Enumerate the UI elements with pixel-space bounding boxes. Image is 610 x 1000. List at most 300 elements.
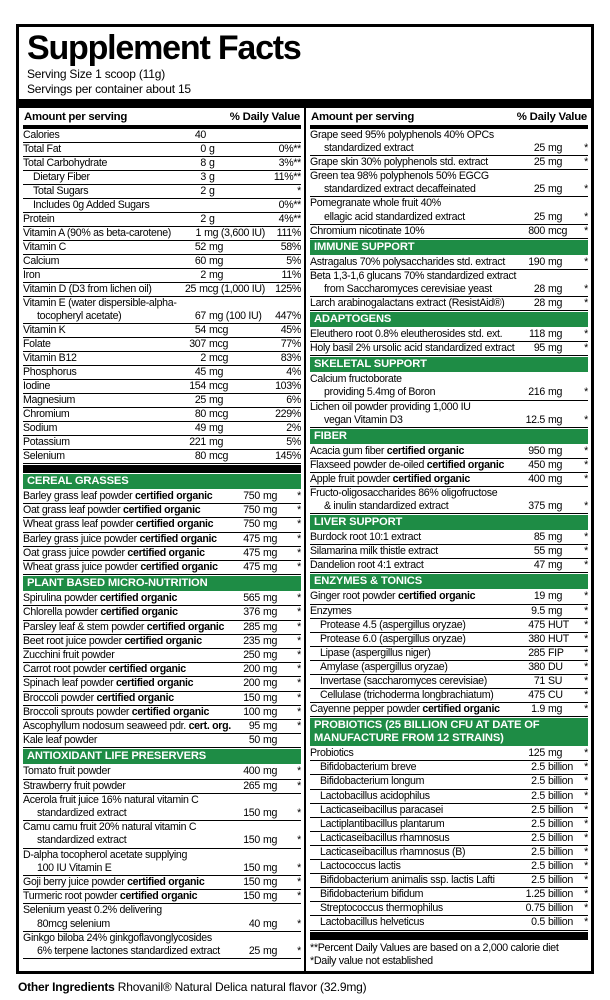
other-ingredients-label: Other Ingredients [18, 980, 115, 994]
ingredient-name-bold: certified organic [124, 634, 202, 647]
footnote-daily-values: **Percent Daily Values are based on a 2,000 calorie diet [310, 941, 559, 954]
ingredient-name-bold: certified organic [119, 890, 198, 903]
table-row [310, 270, 588, 297]
ingredient-name-bold: certified organic [139, 532, 217, 545]
amount-unit: mg [263, 518, 278, 531]
row-line [23, 904, 301, 917]
ingredient-name: Tomato fruit powder [23, 765, 111, 778]
daily-value-cell: * [584, 342, 588, 355]
daily-value-cell: * [584, 156, 588, 169]
table-row [23, 422, 301, 436]
ingredient-name-bold: certified organic [100, 606, 178, 619]
table-row [310, 916, 588, 930]
row-line [310, 916, 588, 929]
row-line [23, 849, 301, 862]
ingredient-name: Folate [23, 338, 51, 350]
table-row [23, 904, 301, 931]
amount-cell [517, 832, 574, 845]
table-row [23, 171, 301, 185]
ingredient-name: Lacticaseibacillus rhamnosus (B) [320, 845, 466, 858]
row-line [310, 414, 588, 427]
amount-unit: billion [548, 775, 573, 788]
table-row [23, 490, 301, 504]
row-line [310, 197, 588, 210]
amount-unit: g [209, 157, 215, 169]
ingredient-name: Cellulase (trichoderma longbrachiatum) [320, 689, 494, 702]
row-line [310, 647, 588, 660]
amount-cell [517, 142, 574, 155]
amount-unit: mg [548, 590, 563, 603]
amount-unit: mg [548, 183, 563, 196]
table-row [23, 338, 301, 352]
ingredient-name: Probiotics [310, 747, 354, 760]
amount-cell [232, 649, 287, 662]
table-row [23, 720, 301, 734]
table-row [310, 373, 588, 400]
row-line [310, 559, 588, 572]
daily-value-cell: * [584, 888, 588, 901]
amount-number: 54 [194, 324, 206, 336]
section-header: LIVER SUPPORT [310, 515, 588, 530]
amount-cell [517, 459, 574, 472]
row-line [23, 380, 301, 393]
ingredient-name: Vitamin D (D3 from lichen oil) [23, 283, 152, 295]
amount-unit: billion [548, 803, 573, 816]
daily-value-cell: 83% [280, 352, 301, 364]
amount-per-serving-label: Amount per serving [311, 111, 415, 123]
ingredient-name: Amylase (aspergillus oryzae) [320, 660, 448, 673]
amount-unit: mg [548, 747, 563, 760]
ingredient-name: Goji berry juice powder certified organic [23, 876, 205, 889]
table-row [310, 459, 588, 473]
amount-cell [517, 675, 574, 688]
ingredient-name: Barley grass juice powder certified organic [23, 532, 217, 545]
table-row [310, 225, 588, 239]
amount-number: 40 [248, 917, 260, 930]
row-line [310, 832, 588, 845]
ingredient-name: Beet root juice powder certified organic [23, 634, 202, 647]
row-line [310, 283, 588, 296]
row-line [310, 270, 588, 283]
amount-unit: mg [263, 876, 278, 889]
amount-number: 475 [243, 532, 260, 545]
amount-unit: billion [548, 888, 573, 901]
ingredient-name: Selenium [23, 450, 65, 462]
amount-unit: mg [548, 282, 563, 295]
section-header: ANTIOXIDANT LIFE PRESERVERS [23, 749, 301, 764]
daily-value-cell: 11%** [273, 171, 301, 183]
table-row [23, 533, 301, 547]
amount-number: 25 [533, 210, 545, 223]
amount-unit: mg [548, 342, 563, 355]
amount-number: 150 [243, 890, 260, 903]
amount-cell [517, 761, 574, 774]
amount-unit: billion [548, 789, 573, 802]
ingredient-name-bold: certified organic [392, 472, 470, 485]
footnotes [310, 941, 588, 969]
supplement-facts-panel [16, 24, 594, 974]
table-row [23, 366, 301, 380]
row-line [23, 765, 301, 778]
amount-number: 2 [200, 185, 206, 197]
amount-unit: mg [548, 255, 563, 268]
daily-value-cell: * [297, 691, 301, 704]
amount-number: 475 [528, 618, 545, 631]
ingredient-name-bold: certified organic [426, 458, 505, 471]
daily-value-cell: * [297, 705, 301, 718]
ingredient-name: Lipase (aspergillus niger) [320, 646, 431, 659]
amount-unit: mg [263, 945, 278, 958]
table-row [23, 185, 301, 199]
amount-number: 40 [194, 129, 206, 141]
amount-number: 400 [243, 765, 260, 778]
ingredient-name-bold: certified organic [397, 590, 476, 603]
amount-cell [232, 663, 287, 676]
daily-value-cell: 447% [275, 310, 301, 322]
row-line [23, 635, 301, 648]
daily-value-cell: * [584, 902, 588, 915]
table-row [23, 283, 301, 297]
amount-cell [517, 414, 574, 427]
amount-unit: mcg [209, 324, 229, 336]
ingredient-name-bold: certified organic [127, 546, 205, 559]
amount-cell [517, 211, 574, 224]
table-row [310, 761, 588, 775]
amount-number: 45 [194, 366, 206, 378]
table-row [23, 606, 301, 620]
amount-number: 25 [533, 156, 545, 169]
row-line [23, 394, 301, 407]
daily-value-cell: 0%** [278, 143, 301, 155]
ingredient-name: Dandelion root 4:1 extract [310, 559, 424, 572]
ingredient-name-continued: ellagic acid standardized extract [324, 210, 465, 223]
row-line [310, 373, 588, 386]
daily-value-cell: * [584, 803, 588, 816]
row-line [310, 545, 588, 558]
table-row [310, 590, 588, 604]
amount-cell [178, 241, 265, 254]
ingredient-name: Potassium [23, 436, 70, 448]
row-line [23, 821, 301, 834]
amount-unit: mg [548, 328, 563, 341]
amount-unit: HUT [548, 618, 569, 631]
ingredient-name: Green tea 98% polyphenols 50% EGCG [310, 170, 489, 183]
row-line [23, 834, 301, 847]
amount-number: 2.5 [531, 831, 545, 844]
amount-cell [178, 422, 265, 435]
amount-unit: billion [548, 916, 573, 929]
amount-unit: FIP [548, 646, 564, 659]
table-row [310, 689, 588, 703]
amount-cell [178, 157, 265, 170]
row-line [23, 324, 301, 337]
ingredient-name-continued: tocopheryl acetate) [37, 310, 122, 322]
table-row [23, 143, 301, 157]
table-row [23, 504, 301, 518]
ingredient-name-continued: from Saccharomyces cerevisiae yeast [324, 282, 492, 295]
table-row [23, 227, 301, 241]
amount-cell [232, 621, 287, 634]
daily-value-cell: * [584, 775, 588, 788]
amount-unit: HUT [548, 632, 569, 645]
row-line [310, 487, 588, 500]
daily-value-cell: * [297, 779, 301, 792]
ingredient-name: Streptococcus thermophilus [320, 902, 443, 915]
table-row [23, 621, 301, 635]
ingredient-name: Turmeric root powder certified organic [23, 890, 198, 903]
divider-bar [23, 465, 301, 473]
table-row [310, 888, 588, 902]
row-line [23, 422, 301, 435]
row-line [23, 241, 301, 254]
row-line [23, 199, 301, 212]
amount-number: 2.5 [531, 789, 545, 802]
amount-unit: mcg [209, 338, 229, 350]
ingredient-name: Ascophyllum nodosum seaweed pdr. cert. org. [23, 720, 231, 733]
daily-value-cell: * [584, 386, 588, 399]
row-line [23, 706, 301, 719]
amount-number: 12.5 [525, 413, 545, 426]
amount-unit: billion [548, 831, 573, 844]
amount-number: 80 [194, 408, 206, 420]
row-line [23, 621, 301, 634]
amount-cell [232, 490, 287, 503]
amount-cell [517, 605, 574, 618]
daily-value-cell: * [584, 632, 588, 645]
amount-cell [517, 775, 574, 788]
daily-value-label: % Daily Value [516, 111, 587, 123]
amount-number: 95 [248, 720, 260, 733]
ingredient-name: Grape seed 95% polyphenols 40% OPCs [310, 129, 494, 141]
divider-bar [310, 932, 588, 940]
amount-number: 25 [194, 394, 206, 406]
table-row [23, 849, 301, 876]
amount-unit: SU [548, 675, 563, 687]
row-line [310, 703, 588, 716]
daily-value-cell: * [584, 817, 588, 830]
amount-unit: mg [263, 807, 278, 820]
ingredient-name-bold: certified organic [135, 490, 213, 502]
amount-unit: mg [263, 592, 278, 605]
ingredient-name-continued: 6% terpene lactones standardized extract [37, 945, 220, 958]
table-row [23, 794, 301, 821]
amount-cell [517, 328, 574, 341]
ingredient-name: Lactococcus lactis [320, 860, 401, 873]
row-line [310, 619, 588, 632]
ingredient-name: Beta 1,3-1,6 glucans 70% standardized extract [310, 269, 517, 282]
row-line [310, 170, 588, 183]
servings-per-container-line: Servings per container about 15 [27, 81, 191, 96]
amount-number: 750 [243, 518, 260, 531]
ingredient-name: Vitamin C [23, 241, 67, 253]
ingredient-name: Bifidobacterium animalis ssp. lactis Lafti [320, 874, 495, 887]
panel-header [19, 27, 591, 96]
amount-number: 25 [248, 945, 260, 958]
ingredient-name-bold: certified organic [422, 703, 500, 716]
row-line [23, 663, 301, 676]
amount-number: 376 [243, 606, 260, 619]
amount-cell [517, 531, 574, 544]
ingredient-name: Astragalus 70% polysaccharides std. extract [310, 255, 505, 268]
table-row [23, 297, 301, 324]
ingredient-name: Apple fruit powder certified organic [310, 472, 470, 485]
row-line [310, 142, 588, 155]
row-line [310, 386, 588, 399]
ingredient-name: Spirulina powder certified organic [23, 592, 178, 605]
ingredient-name-bold: certified organic [127, 876, 205, 889]
right-column [304, 108, 591, 971]
amount-cell [517, 747, 574, 760]
ingredient-name: Burdock root 10:1 extract [310, 531, 421, 544]
amount-cell [232, 780, 287, 793]
daily-value-cell: * [584, 604, 588, 617]
amount-number: 125 [528, 747, 545, 760]
table-row [310, 874, 588, 888]
ingredient-name: Lichen oil powder providing 1,000 IU [310, 400, 471, 413]
row-line [310, 605, 588, 618]
amount-number: 216 [528, 386, 545, 399]
amount-unit: mg [263, 490, 278, 502]
row-line [310, 328, 588, 341]
ingredient-name: Enzymes [310, 604, 352, 617]
daily-value-cell: * [584, 413, 588, 426]
amount-number: 2.5 [531, 761, 545, 774]
amount-unit: mg [548, 444, 563, 457]
daily-value-cell: * [297, 807, 301, 820]
table-row [310, 559, 588, 573]
amount-unit: mg [209, 366, 224, 378]
amount-number: 67 [194, 310, 206, 322]
amount-cell [517, 297, 574, 310]
table-row [23, 129, 301, 143]
ingredient-name: Flaxseed powder de-oiled certified organic [310, 458, 505, 471]
ingredient-name: Dietary Fiber [33, 171, 90, 183]
row-line [23, 129, 301, 142]
row-line [23, 692, 301, 705]
ingredient-name: Phosphorus [23, 366, 77, 378]
ingredient-name-continued: vegan Vitamin D3 [324, 413, 403, 426]
amount-cell [178, 436, 265, 449]
amount-cell [232, 518, 287, 531]
ingredient-name: Vitamin A (90% as beta-carotene) [23, 227, 172, 239]
daily-value-cell: 3%** [278, 157, 301, 169]
amount-number: 2.5 [531, 803, 545, 816]
amount-cell [517, 902, 574, 915]
amount-number: 154 [189, 380, 206, 392]
amount-cell [517, 256, 574, 269]
table-row [23, 876, 301, 890]
daily-value-cell: * [584, 142, 588, 155]
daily-value-cell: * [297, 634, 301, 647]
amount-number: 1.9 [531, 703, 545, 716]
ingredient-name: Silamarina milk thistle extract [310, 545, 438, 558]
amount-unit: mg [263, 691, 278, 704]
amount-unit: g [209, 143, 215, 155]
row-line [23, 185, 301, 198]
row-line [23, 269, 301, 282]
amount-unit: billion [548, 860, 573, 873]
amount-number: 100 [243, 705, 260, 718]
amount-number: 380 [528, 632, 545, 645]
ingredient-name: Selenium yeast 0.2% delivering [23, 904, 162, 917]
ingredient-name: Chlorella powder certified organic [23, 606, 178, 619]
row-line [23, 143, 301, 156]
row-line [23, 227, 301, 240]
ingredient-name-bold: certified organic [140, 561, 218, 574]
amount-number: 2 [200, 352, 206, 364]
row-line [310, 818, 588, 831]
row-line [23, 297, 301, 310]
ingredient-name: Protease 6.0 (aspergillus oryzae) [320, 632, 466, 645]
amount-unit: mcg [548, 224, 568, 237]
ingredient-name-continued: 80mcg selenium [37, 917, 110, 930]
amount-cell [232, 918, 287, 931]
amount-unit: mg [263, 705, 278, 718]
amount-number: 400 [528, 472, 545, 485]
amount-number: 52 [194, 241, 206, 253]
amount-number: 47 [533, 559, 545, 572]
ingredient-name: Spinach leaf powder certified organic [23, 677, 194, 690]
daily-value-cell: * [584, 646, 588, 659]
amount-cell [517, 283, 574, 296]
table-row [23, 324, 301, 338]
ingredient-name-bold: certified organic [99, 592, 178, 605]
amount-cell [517, 916, 574, 929]
daily-value-cell: * [584, 500, 588, 513]
amount-cell [517, 500, 574, 513]
amount-cell [232, 720, 287, 733]
amount-cell [178, 213, 265, 226]
table-row [23, 561, 301, 575]
ingredient-name-continued: standardized extract [324, 142, 414, 155]
daily-value-cell: * [584, 444, 588, 457]
table-row [310, 473, 588, 487]
amount-unit: mg [263, 779, 278, 792]
amount-number: 750 [243, 504, 260, 517]
amount-number: 150 [243, 834, 260, 847]
ingredient-name-continued: & inulin standardized extract [324, 500, 449, 513]
table-row [23, 213, 301, 227]
amount-unit: mg [263, 649, 278, 662]
row-line [310, 459, 588, 472]
left-rows [23, 129, 301, 959]
amount-unit: mg [263, 634, 278, 647]
amount-number: 1.25 [525, 888, 545, 901]
amount-number: 2.5 [531, 860, 545, 873]
ingredient-name: Chromium [23, 408, 70, 420]
table-row [23, 734, 301, 748]
ingredient-name: Includes 0g Added Sugars [33, 199, 150, 211]
table-row [310, 804, 588, 818]
amount-cell [517, 888, 574, 901]
table-row [23, 241, 301, 255]
daily-value-cell: * [297, 663, 301, 676]
amount-number: 2.5 [531, 874, 545, 887]
table-row [23, 157, 301, 171]
ingredient-name: Oat grass juice powder certified organic [23, 546, 205, 559]
amount-number: 2 [200, 269, 206, 281]
other-ingredients-line [18, 980, 610, 994]
daily-value-cell: * [584, 618, 588, 631]
table-row [23, 649, 301, 663]
daily-value-cell: * [584, 183, 588, 196]
amount-unit [209, 129, 265, 142]
amount-unit: mg [263, 890, 278, 903]
row-line [23, 533, 301, 546]
amount-cell [178, 255, 265, 268]
row-line [23, 649, 301, 662]
table-row [310, 129, 588, 156]
